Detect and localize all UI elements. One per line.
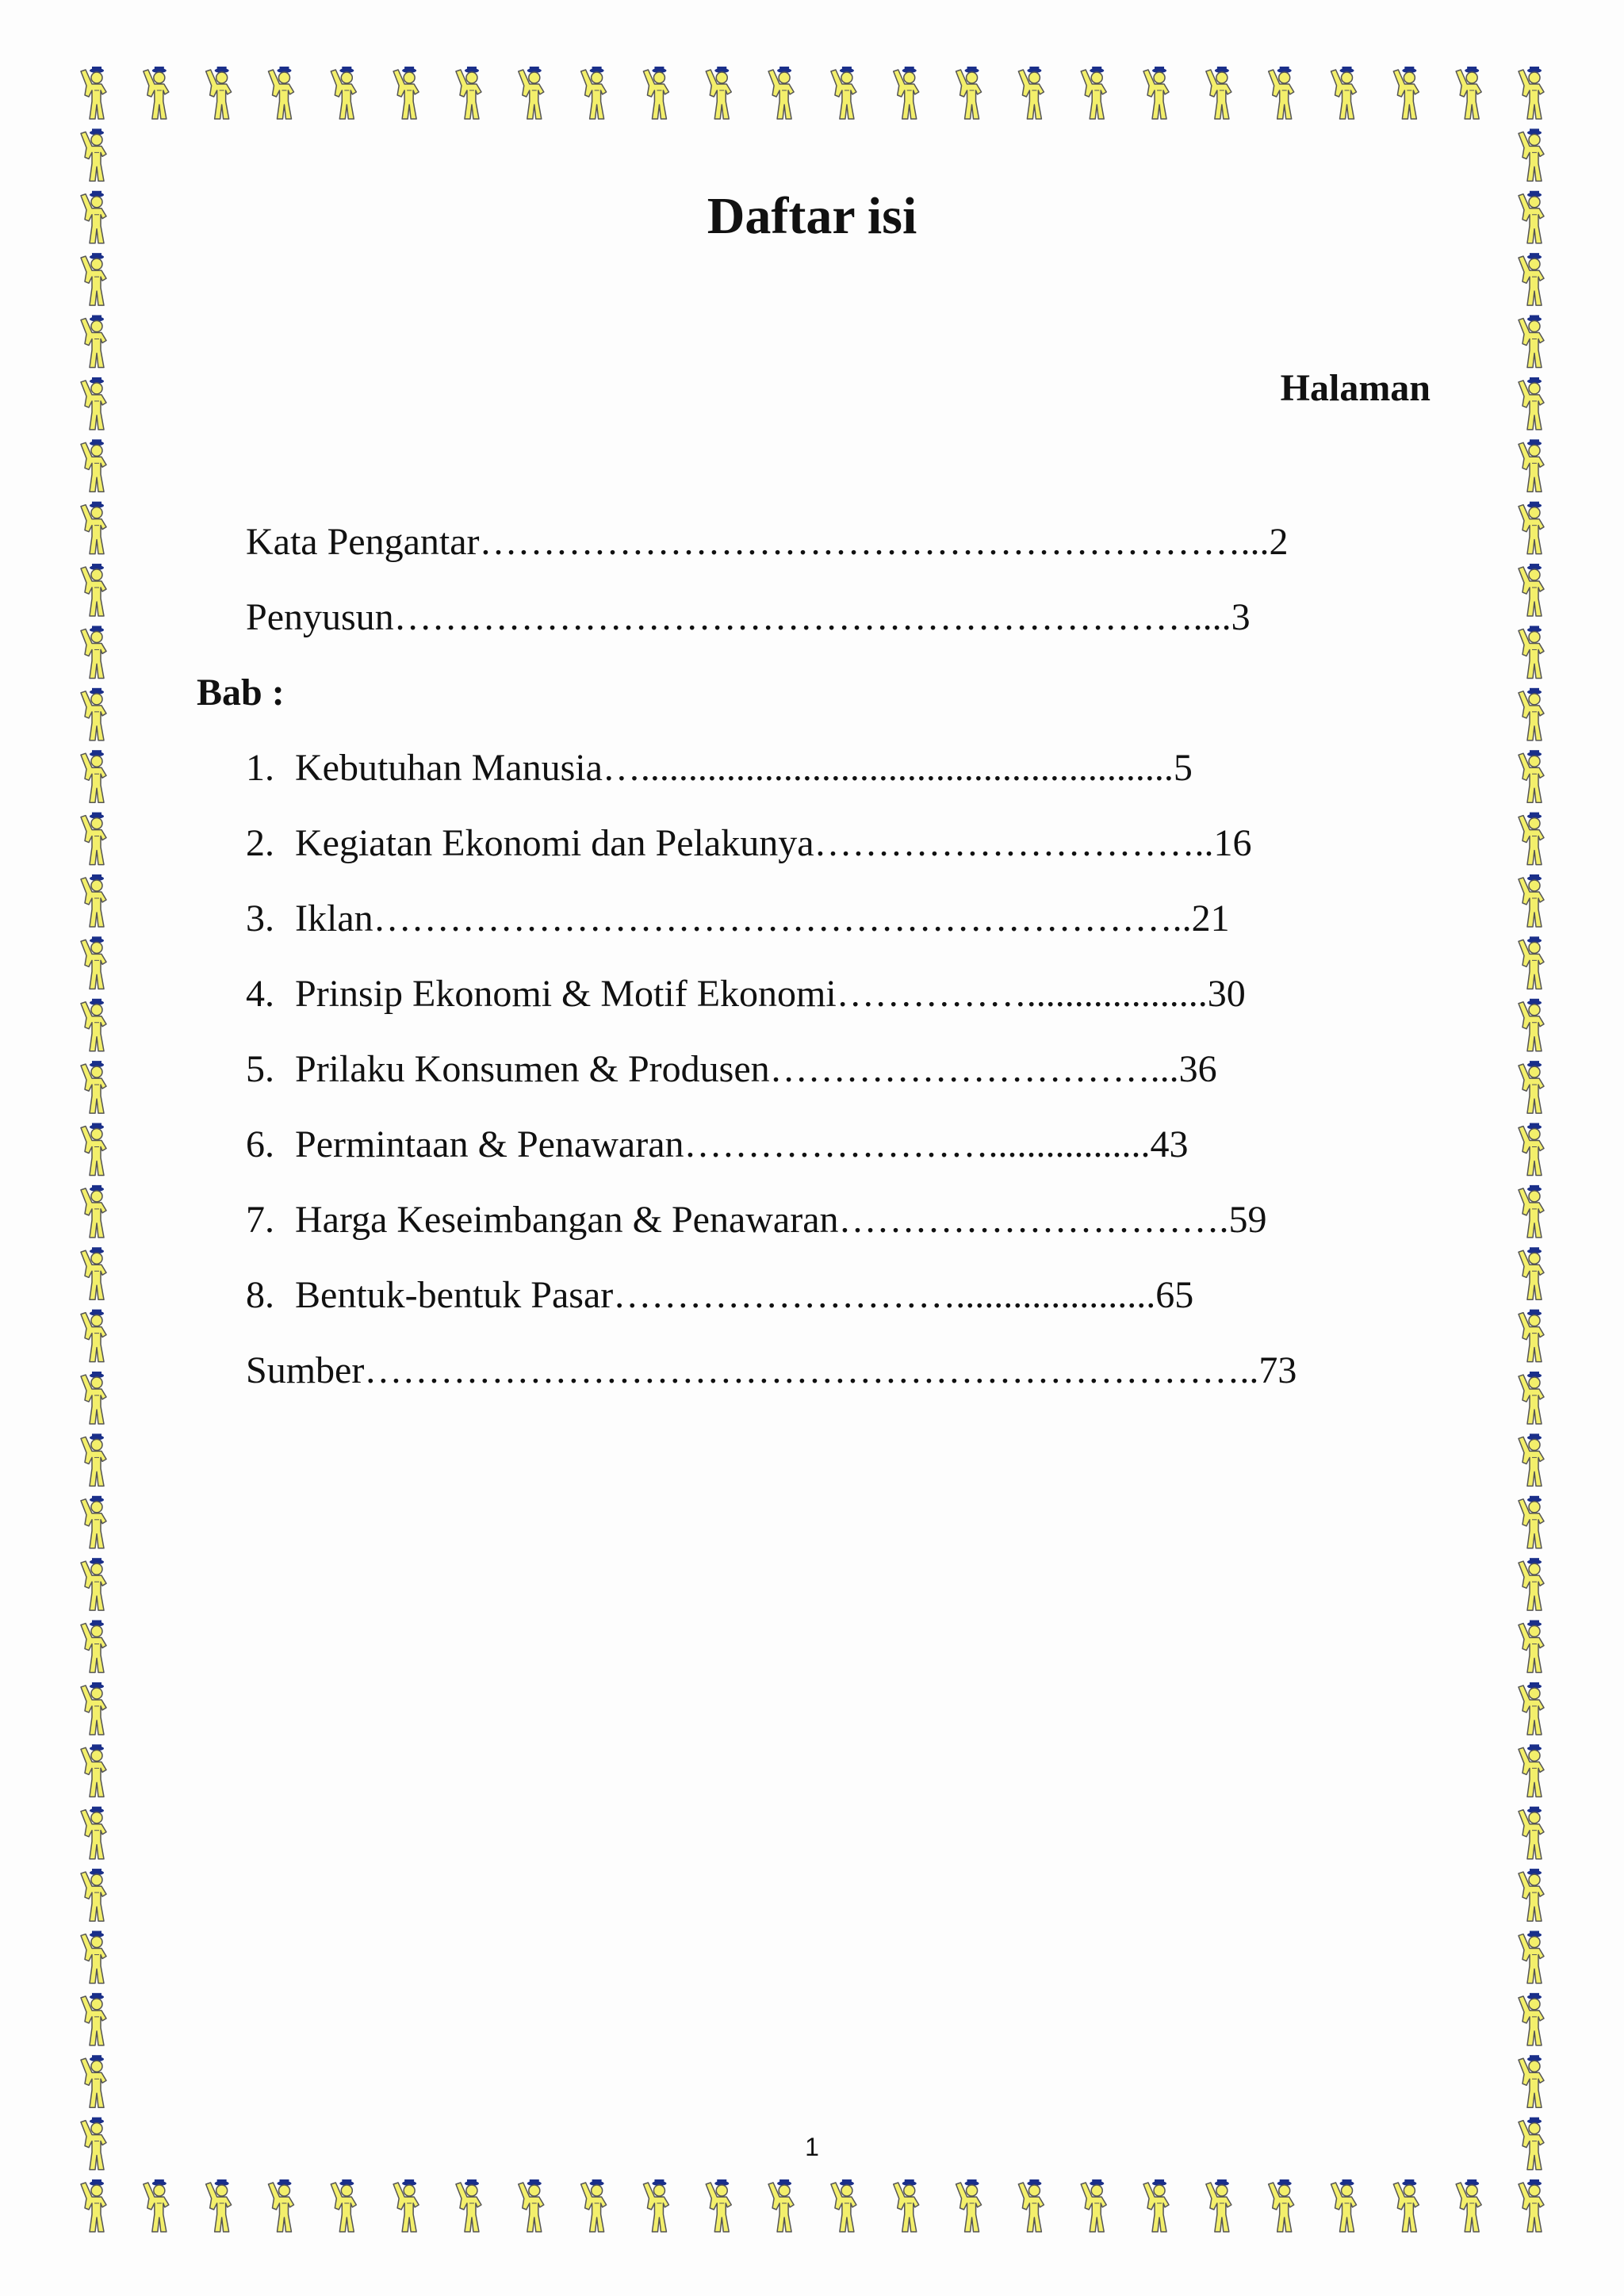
toc-chapter-1 bbox=[246, 749, 1193, 787]
toc-entry-text: Kata Pengantar……………………………………………………...2 bbox=[246, 521, 1289, 563]
toc-chapter-2 bbox=[246, 822, 1252, 864]
chapter-number: 2. bbox=[246, 822, 274, 864]
chapter-number: 5. bbox=[246, 1048, 274, 1090]
toc-chapter-8 bbox=[246, 1276, 1193, 1314]
toc-chapter-6 bbox=[246, 1123, 1189, 1165]
page-column-label: Halaman bbox=[1280, 367, 1431, 409]
toc-entry-sumber bbox=[246, 1349, 1297, 1391]
chapter-number: 8. bbox=[246, 1274, 274, 1316]
chapter-title: Permintaan & Penawaran…………………….................43 bbox=[295, 1123, 1189, 1165]
chapter-number: 3. bbox=[246, 897, 274, 939]
chapter-number: 4. bbox=[246, 973, 274, 1015]
chapter-title: Kegiatan Ekonomi dan Pelakunya…………………………..16 bbox=[295, 822, 1252, 864]
toc-chapter-5 bbox=[246, 1050, 1217, 1089]
toc-entry-kata-pengantar bbox=[246, 523, 1289, 561]
chapter-number: 7. bbox=[246, 1199, 274, 1241]
chapter-title: Harga Keseimbangan & Penawaran………………………….59 bbox=[295, 1199, 1267, 1241]
page-number: 1 bbox=[805, 2133, 819, 2161]
page-title: Daftar isi bbox=[707, 187, 917, 245]
toc-chapter-7 bbox=[246, 1201, 1267, 1239]
chapter-title: Bentuk-bentuk Pasar……………………….....................65 bbox=[295, 1274, 1194, 1316]
chapter-number: 1. bbox=[246, 747, 274, 789]
chapter-title: Prinsip Ekonomi & Motif Ekonomi……………...................30 bbox=[295, 973, 1246, 1015]
chapter-heading: Bab : bbox=[197, 672, 285, 714]
toc-entry-penyusun bbox=[246, 596, 1251, 638]
toc-chapter-4 bbox=[246, 975, 1246, 1013]
toc-entry-text: Sumber……………………………………………………………..73 bbox=[246, 1349, 1297, 1391]
toc-entry-text: Penyusun………………………………………………………....3 bbox=[246, 596, 1251, 638]
chapter-title: Kebutuhan Manusia…........................................................5 bbox=[295, 747, 1193, 789]
toc-chapter-3 bbox=[246, 897, 1230, 939]
chapter-number: 6. bbox=[246, 1123, 274, 1165]
chapter-title: Iklan………………………………………………………..21 bbox=[295, 897, 1230, 939]
chapter-title: Prilaku Konsumen & Produsen…………………………...36 bbox=[295, 1048, 1217, 1090]
